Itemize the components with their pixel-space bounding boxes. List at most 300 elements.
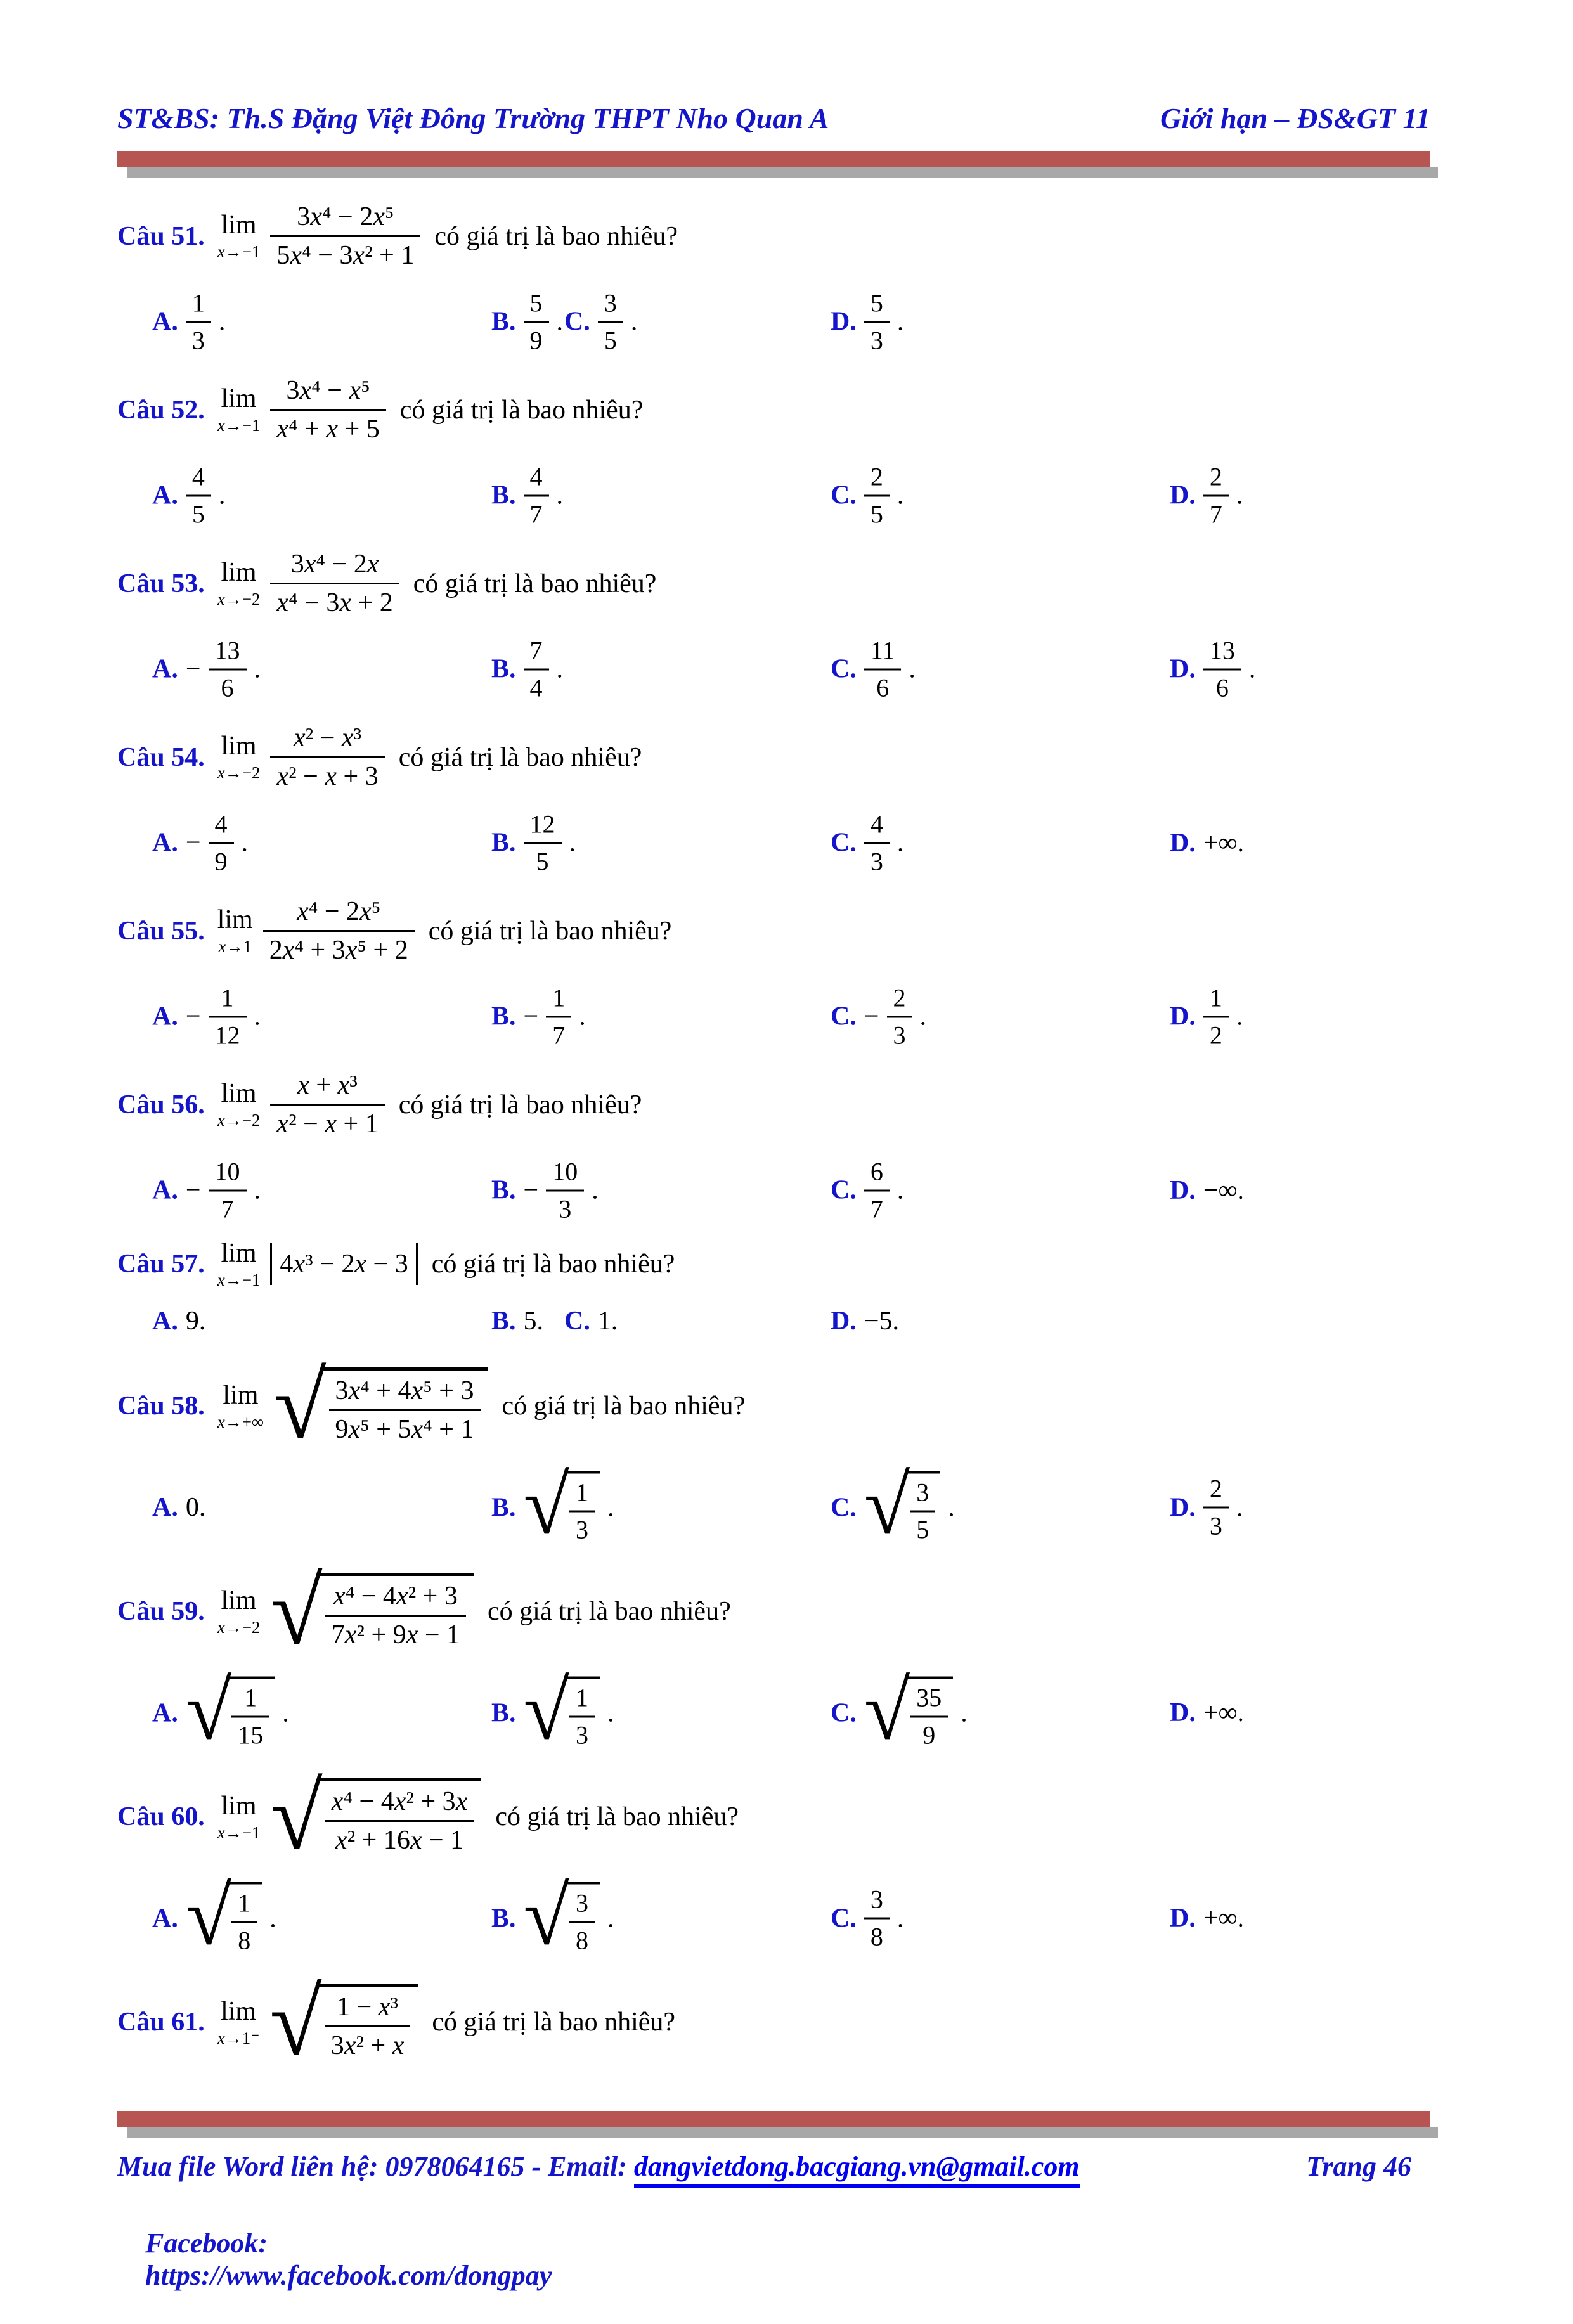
period: . xyxy=(1236,481,1243,510)
question-number: Câu 54. xyxy=(117,742,205,772)
answer-letter: B. xyxy=(491,307,516,337)
period: . xyxy=(269,1904,276,1933)
fraction-numerator: 3 xyxy=(598,289,623,323)
period: . xyxy=(607,1493,614,1522)
fraction xyxy=(569,1479,595,1544)
page-header xyxy=(117,101,1430,135)
answer-letter: D. xyxy=(1170,481,1196,510)
fraction xyxy=(270,1071,384,1139)
square-root xyxy=(185,1663,275,1757)
limit-operator: lim x→+∞ xyxy=(217,1380,264,1431)
answer-option xyxy=(831,1663,968,1757)
fraction-denominator: 9x⁵ + 5x⁴ + 1 xyxy=(335,1414,474,1444)
fraction-denominator: 2 xyxy=(1209,1021,1222,1049)
answer-letter: A. xyxy=(152,1493,178,1522)
period: . xyxy=(607,1698,614,1727)
fraction-numerator: 5 xyxy=(524,289,549,323)
answer-option xyxy=(491,1869,614,1963)
limit-subscript: x→1 xyxy=(218,937,252,956)
radical-sign: √ xyxy=(185,1869,232,1963)
fraction xyxy=(524,636,549,702)
question-number: Câu 61. xyxy=(117,2008,205,2037)
answer-letter: C. xyxy=(831,1904,857,1933)
radical-sign: √ xyxy=(270,1558,323,1664)
question-54 xyxy=(117,711,1455,882)
fraction xyxy=(546,1158,584,1223)
question-58 xyxy=(117,1349,1455,1552)
fraction-numerator: 13 xyxy=(1203,636,1241,670)
fraction-denominator: 9 xyxy=(529,326,543,354)
answer-letter: D. xyxy=(831,1307,857,1336)
footer-rule-red xyxy=(117,2111,1430,2127)
answer-letter: C. xyxy=(564,1307,590,1336)
square-root xyxy=(274,1353,488,1459)
limit-operator: lim x→−2 xyxy=(217,1079,261,1130)
question-text: có giá trị là bao nhiêu? xyxy=(488,1597,731,1626)
question-number: Câu 59. xyxy=(117,1597,205,1626)
radical-sign: √ xyxy=(269,1969,322,2075)
fraction xyxy=(329,1376,481,1444)
question-number: Câu 52. xyxy=(117,395,205,425)
fraction-numerator: 3 xyxy=(910,1479,935,1513)
answer-letter: C. xyxy=(831,1175,857,1205)
answer-row xyxy=(117,977,1455,1056)
question-stem xyxy=(117,711,1455,803)
answer-value: 5. xyxy=(523,1307,544,1336)
fraction-denominator: x² + 16x − 1 xyxy=(335,1825,464,1855)
answer-row xyxy=(117,1663,1455,1757)
fraction-denominator: 7 xyxy=(1209,500,1222,528)
answer-row xyxy=(117,1869,1455,1963)
fraction-numerator: 3x⁴ − 2x⁵ xyxy=(270,202,420,237)
limit-subscript: x→−1 xyxy=(217,242,261,261)
radicand xyxy=(564,1471,600,1544)
limit-operator: lim x→−2 xyxy=(217,558,261,609)
fraction-denominator: 8 xyxy=(238,1926,251,1955)
period: . xyxy=(556,307,564,337)
answer-value: −5. xyxy=(864,1307,900,1336)
answer-letter: C. xyxy=(564,307,590,337)
fraction-denominator: 5 xyxy=(870,500,883,528)
fraction-denominator: 7x² + 9x − 1 xyxy=(331,1620,460,1649)
answer-option xyxy=(1170,463,1243,528)
fraction xyxy=(263,897,415,965)
fraction xyxy=(864,1886,890,1951)
fraction-numerator: 2 xyxy=(1203,1475,1229,1509)
question-number: Câu 55. xyxy=(117,916,205,946)
fraction-denominator: 3 xyxy=(870,847,883,875)
square-root xyxy=(864,1663,953,1757)
answer-letter: A. xyxy=(152,1904,178,1933)
fraction xyxy=(209,984,247,1049)
square-root xyxy=(270,1558,474,1664)
limit-operator: lim x→−2 xyxy=(217,1585,261,1637)
fraction-denominator: x⁴ + x + 5 xyxy=(276,415,380,444)
radicand xyxy=(317,1984,418,2060)
answer-option xyxy=(491,636,563,702)
footer-contact-text: Mua file Word liên hệ: 0978064165 - Email: xyxy=(117,2151,634,2182)
fraction xyxy=(1203,1475,1229,1540)
fraction-denominator: 6 xyxy=(876,673,890,702)
minus-sign: − xyxy=(185,1002,201,1031)
fraction-denominator: 3 xyxy=(559,1194,572,1223)
answer-letter: A. xyxy=(152,1175,178,1205)
fraction xyxy=(1203,463,1229,528)
header-rule-gray xyxy=(127,167,1438,178)
answer-option xyxy=(152,463,225,528)
answer-row xyxy=(117,1296,1455,1346)
fraction xyxy=(864,463,890,528)
answer-option xyxy=(831,463,903,528)
fraction-numerator: x⁴ − 4x² + 3 xyxy=(325,1582,466,1617)
question-number: Câu 51. xyxy=(117,221,205,251)
radicand xyxy=(905,1677,953,1750)
facebook-link[interactable]: https://www.facebook.com/dongpay xyxy=(145,2260,552,2291)
fraction xyxy=(209,810,234,875)
fraction-numerator: 3 xyxy=(864,1886,890,1920)
question-60 xyxy=(117,1760,1455,1963)
answer-row xyxy=(117,803,1455,882)
fraction xyxy=(270,376,385,444)
fraction-numerator: 1 xyxy=(569,1684,595,1718)
question-stem xyxy=(117,538,1455,629)
fraction-numerator: 3 xyxy=(569,1890,595,1923)
answer-option xyxy=(491,1158,599,1223)
period: . xyxy=(254,1175,261,1205)
fraction-numerator: 1 − x³ xyxy=(325,1992,411,2027)
fraction-denominator: 3 xyxy=(191,326,205,354)
email-link[interactable]: dangvietdong.bacgiang.vn@gmail.com xyxy=(634,2150,1080,2188)
answer-option xyxy=(152,1663,289,1757)
fraction-numerator: 12 xyxy=(524,810,562,844)
answer-value: 0. xyxy=(185,1493,206,1522)
answer-letter: A. xyxy=(152,828,178,858)
square-root xyxy=(185,1869,262,1963)
answer-option xyxy=(152,1158,261,1223)
fraction-denominator: 6 xyxy=(221,673,234,702)
answer-option xyxy=(491,1458,614,1552)
answer-option xyxy=(1170,984,1243,1049)
fraction-denominator: 5 xyxy=(916,1515,929,1544)
answer-letter: B. xyxy=(491,828,516,858)
period: . xyxy=(254,1002,261,1031)
fraction xyxy=(569,1684,595,1750)
fraction xyxy=(887,984,912,1049)
answer-value: −∞. xyxy=(1203,1175,1244,1205)
period: . xyxy=(1236,1493,1243,1522)
answer-option xyxy=(831,1886,903,1951)
fraction-denominator: 3 xyxy=(870,326,883,354)
fraction xyxy=(546,984,571,1049)
fraction-numerator: 1 xyxy=(569,1479,595,1513)
fraction-denominator: 5 xyxy=(604,326,617,354)
fraction-numerator: x² − x³ xyxy=(270,723,384,758)
minus-sign: − xyxy=(185,654,201,684)
fraction-numerator: 1 xyxy=(231,1890,257,1923)
fraction-numerator: 1 xyxy=(1203,984,1229,1017)
fraction-numerator: 3x⁴ − x⁵ xyxy=(270,376,385,411)
period: . xyxy=(897,1904,904,1933)
footer-contact-line xyxy=(117,2150,1430,2188)
fraction-denominator: x² − x + 1 xyxy=(276,1109,379,1139)
fraction-denominator: 3 xyxy=(575,1515,588,1544)
answer-option xyxy=(491,984,586,1049)
answer-option xyxy=(1170,1175,1244,1206)
answer-value: +∞. xyxy=(1203,1698,1244,1727)
fraction xyxy=(864,636,902,702)
fraction xyxy=(270,723,384,791)
fraction-numerator: 3x⁴ − 2x xyxy=(270,550,399,584)
answer-letter: C. xyxy=(831,1002,857,1031)
fraction xyxy=(270,202,420,270)
question-57 xyxy=(117,1232,1455,1346)
fraction-denominator: 5x⁴ − 3x² + 1 xyxy=(276,241,415,270)
limit-subscript: x→−2 xyxy=(217,763,261,782)
fraction-numerator: 10 xyxy=(209,1158,247,1191)
square-root xyxy=(269,1969,418,2075)
fraction-denominator: 3 xyxy=(1209,1511,1222,1540)
fraction-denominator: 15 xyxy=(238,1720,264,1750)
radical-sign: √ xyxy=(274,1353,327,1459)
fraction-numerator: 2 xyxy=(864,463,890,496)
answer-letter: D. xyxy=(1170,1175,1196,1205)
question-text: có giá trị là bao nhiêu? xyxy=(502,1391,746,1421)
answer-letter: C. xyxy=(831,828,857,858)
answer-row xyxy=(117,1151,1455,1230)
answer-option xyxy=(1170,1903,1244,1933)
footer-rule-gray xyxy=(127,2127,1438,2138)
absolute-value-expression: 4x³ − 2x − 3 xyxy=(270,1243,417,1286)
fraction xyxy=(270,550,399,617)
answer-option xyxy=(491,810,576,875)
fraction xyxy=(569,1890,595,1955)
radicand xyxy=(905,1471,940,1544)
answer-option xyxy=(831,289,903,354)
question-text: có giá trị là bao nhiêu? xyxy=(431,1249,675,1279)
answer-letter: B. xyxy=(491,481,516,510)
fraction-numerator: 7 xyxy=(524,636,549,670)
fraction xyxy=(910,1479,935,1544)
footer-facebook-label: Facebook: xyxy=(145,2228,275,2259)
question-stem xyxy=(117,190,1455,282)
question-text: có giá trị là bao nhiêu? xyxy=(428,916,672,946)
period: . xyxy=(592,1175,599,1205)
fraction-denominator: 4 xyxy=(529,673,543,702)
answer-option xyxy=(152,1492,205,1523)
page-number: Trang 46 xyxy=(1306,2151,1411,2182)
answer-option xyxy=(831,636,916,702)
fraction-numerator: 4 xyxy=(186,463,211,496)
minus-sign: − xyxy=(523,1002,539,1031)
answer-letter: D. xyxy=(1170,654,1196,684)
radicand xyxy=(318,1573,474,1649)
answer-option xyxy=(564,1306,618,1336)
period: . xyxy=(218,307,226,337)
radical-sign: √ xyxy=(270,1764,323,1869)
period: . xyxy=(1248,654,1256,684)
square-root xyxy=(523,1458,600,1552)
fraction-numerator: 3x⁴ + 4x⁵ + 3 xyxy=(329,1376,481,1411)
fraction xyxy=(325,1582,466,1649)
answer-row xyxy=(117,1458,1455,1552)
minus-sign: − xyxy=(523,1175,539,1205)
limit-subscript: x→1⁻ xyxy=(217,2028,260,2048)
fraction xyxy=(598,289,623,354)
answer-value: 9. xyxy=(185,1307,206,1336)
question-text: có giá trị là bao nhiêu? xyxy=(432,2008,676,2037)
answer-letter: A. xyxy=(152,1002,178,1031)
limit-operator: lim x→−1 xyxy=(217,210,261,261)
fraction-numerator: 1 xyxy=(546,984,571,1017)
radical-sign: √ xyxy=(864,1663,910,1757)
fraction-denominator: 5 xyxy=(536,847,549,875)
question-51 xyxy=(117,190,1455,361)
question-52 xyxy=(117,364,1455,535)
radical-sign: √ xyxy=(864,1458,910,1552)
fraction-denominator: 8 xyxy=(870,1922,883,1951)
answer-option xyxy=(1170,1475,1243,1540)
fraction xyxy=(910,1684,948,1750)
answer-letter: B. xyxy=(491,1002,516,1031)
answer-letter: A. xyxy=(152,481,178,510)
period: . xyxy=(897,828,904,858)
period: . xyxy=(241,828,249,858)
fraction-numerator: 1 xyxy=(209,984,247,1017)
question-stem xyxy=(117,1760,1455,1874)
question-53 xyxy=(117,538,1455,709)
question-number: Câu 60. xyxy=(117,1802,205,1831)
limit-subscript: x→−2 xyxy=(217,1111,261,1130)
header-rule-red xyxy=(117,151,1430,167)
question-59 xyxy=(117,1554,1455,1757)
answer-letter: B. xyxy=(491,1493,516,1522)
answer-row xyxy=(117,2079,1455,2082)
question-stem xyxy=(117,1349,1455,1463)
question-text: có giá trị là bao nhiêu? xyxy=(398,742,642,772)
radical-sign: √ xyxy=(185,1663,232,1757)
question-number: Câu 56. xyxy=(117,1090,205,1120)
limit-subscript: x→−1 xyxy=(217,1270,261,1289)
answer-row xyxy=(117,629,1455,709)
fraction-denominator: 3 xyxy=(893,1021,906,1049)
fraction-numerator: 6 xyxy=(864,1158,890,1191)
period: . xyxy=(282,1698,289,1727)
fraction-denominator: 3x² + x xyxy=(330,2030,405,2060)
question-number: Câu 57. xyxy=(117,1249,205,1279)
fraction-denominator: x² − x + 3 xyxy=(276,762,379,791)
answer-letter: D. xyxy=(831,307,857,337)
question-text: có giá trị là bao nhiêu? xyxy=(413,569,657,598)
question-stem xyxy=(117,1059,1455,1151)
answer-value: 1. xyxy=(597,1307,618,1336)
minus-sign: − xyxy=(185,1175,201,1205)
fraction xyxy=(864,1158,890,1223)
fraction xyxy=(1203,984,1229,1049)
fraction xyxy=(209,1158,247,1223)
fraction-denominator: 5 xyxy=(191,500,205,528)
fraction xyxy=(231,1890,257,1955)
fraction-numerator: x⁴ − 4x² + 3x xyxy=(325,1787,474,1822)
answer-letter: D. xyxy=(1170,828,1196,858)
answer-option xyxy=(152,810,248,875)
answer-letter: C. xyxy=(831,1698,857,1727)
footer-facebook-line xyxy=(117,2195,552,2324)
period: . xyxy=(556,654,564,684)
fraction-denominator: 6 xyxy=(1215,673,1229,702)
fraction xyxy=(209,636,247,702)
fraction-denominator: 9 xyxy=(922,1720,936,1750)
answer-option xyxy=(152,1869,276,1963)
question-stem xyxy=(117,364,1455,456)
limit-operator: lim x→1⁻ xyxy=(217,1996,260,2048)
minus-sign: − xyxy=(864,1002,879,1031)
radicand xyxy=(226,1882,262,1955)
question-61 xyxy=(117,1965,1455,2082)
fraction-denominator: 7 xyxy=(221,1194,234,1223)
answer-option xyxy=(1170,828,1244,858)
period: . xyxy=(909,654,916,684)
answer-option xyxy=(1170,636,1255,702)
answer-letter: B. xyxy=(491,654,516,684)
fraction xyxy=(524,289,549,354)
fraction-denominator: 9 xyxy=(214,847,228,875)
question-56 xyxy=(117,1059,1455,1230)
answer-option xyxy=(491,1306,543,1336)
fraction-numerator: 2 xyxy=(1203,463,1229,496)
square-root xyxy=(523,1663,600,1757)
question-number: Câu 58. xyxy=(117,1391,205,1421)
answer-option xyxy=(491,289,563,354)
answer-option xyxy=(152,1306,205,1336)
fraction-denominator: 7 xyxy=(529,500,543,528)
period: . xyxy=(1236,1002,1243,1031)
answer-letter: A. xyxy=(152,1307,178,1336)
radicand xyxy=(564,1677,600,1750)
answer-letter: C. xyxy=(831,1493,857,1522)
period: . xyxy=(218,481,226,510)
fraction-numerator: x⁴ − 2x⁵ xyxy=(263,897,415,932)
answer-option xyxy=(1170,1698,1244,1728)
limit-subscript: x→−2 xyxy=(217,590,261,609)
answer-row xyxy=(117,456,1455,535)
fraction-numerator: 10 xyxy=(546,1158,584,1191)
answer-letter: D. xyxy=(1170,1493,1196,1522)
fraction-denominator: x⁴ − 3x + 2 xyxy=(276,588,393,617)
fraction-denominator: 7 xyxy=(870,1194,883,1223)
fraction-numerator: 1 xyxy=(186,289,211,323)
question-stem xyxy=(117,1965,1455,2079)
fraction-denominator: 8 xyxy=(575,1926,588,1955)
answer-letter: B. xyxy=(491,1698,516,1727)
period: . xyxy=(630,307,638,337)
fraction-numerator: 11 xyxy=(864,636,902,670)
answer-letter: A. xyxy=(152,307,178,337)
radical-sign: √ xyxy=(523,1458,569,1552)
question-stem xyxy=(117,885,1455,977)
radicand xyxy=(564,1882,600,1955)
limit-operator: lim x→−1 xyxy=(217,1238,261,1289)
limit-operator: lim x→−1 xyxy=(217,1791,261,1842)
fraction-numerator: 35 xyxy=(910,1684,948,1718)
radical-sign: √ xyxy=(523,1663,569,1757)
fraction xyxy=(186,289,211,354)
period: . xyxy=(961,1698,968,1727)
fraction-numerator: 5 xyxy=(864,289,890,323)
square-root xyxy=(864,1458,940,1552)
period: . xyxy=(897,307,904,337)
answer-letter: D. xyxy=(1170,1002,1196,1031)
square-root xyxy=(523,1869,600,1963)
